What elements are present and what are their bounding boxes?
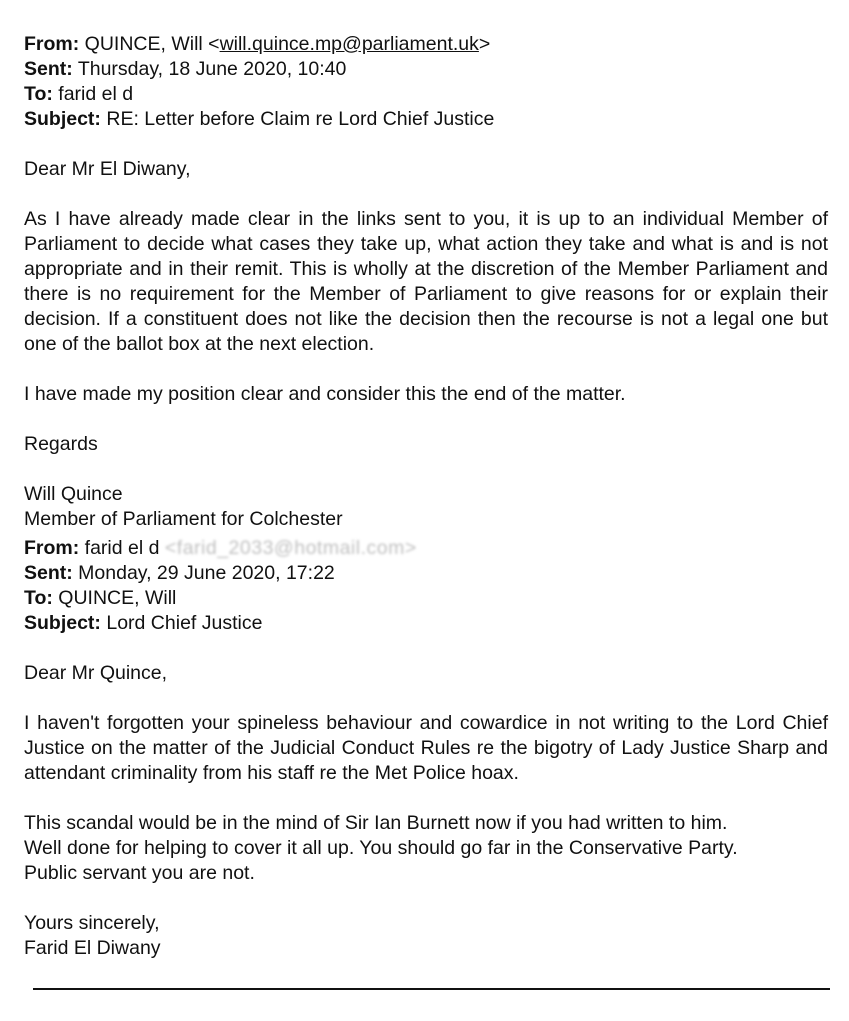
email1-closing: Regards [24,433,98,455]
redacted-email: <farid_2033@hotmail.com> [164,537,417,559]
email1-sent-line [24,57,828,82]
email2-salutation: Dear Mr Quince, [24,662,168,684]
email2-closing: Yours sincerely, [24,912,160,934]
email1-paragraph-2: I have made my position clear and consider this the end of the matter. [24,383,626,405]
email2-paragraph-2-line: Public servant you are not. [24,862,255,884]
from-email-link[interactable]: will.quince.mp@parliament.uk [219,33,479,55]
horizontal-divider [33,988,830,990]
email2-subject-line [24,611,828,636]
from-name: QUINCE, Will < [84,33,220,55]
sent-label: Sent: [24,58,73,80]
email1-signature-title: Member of Parliament for Colchester [24,508,343,530]
email1-signature-name: Will Quince [24,483,123,505]
email2-paragraph-1: I haven't forgotten your spineless behaviour and cowardice in not writing to the Lord Chief Justice on the matter of the Judicial Conduct Rules re the bigotry of Lady Justice Sharp and attendant criminality from his staff re the Met Police hoax. [24,712,828,784]
subject-label: Subject: [24,612,101,634]
sent-value: Thursday, 18 June 2020, 10:40 [77,58,347,80]
email2-signature-name: Farid El Diwany [24,937,161,959]
subject-label: Subject: [24,108,101,130]
from-label: From: [24,33,80,55]
sent-value: Monday, 29 June 2020, 17:22 [78,562,335,584]
email1-to-line [24,82,828,107]
from-email-close: > [478,33,491,55]
subject-value: RE: Letter before Claim re Lord Chief Justice [106,108,495,130]
to-value: farid el d [58,83,134,105]
to-label: To: [24,587,53,609]
to-value: QUINCE, Will [58,587,177,609]
email-document [24,32,828,961]
email1-paragraph-1: As I have already made clear in the links sent to you, it is up to an individual Member of Parliament to decide what cases they take up, what action they take and what is and is not appropriate and in their remit. This is wholly at the discretion of the Member Parliament and there is no requirement for the Member of Parliament to give reasons for or explain their decision. If a constituent does not like the decision then the recourse is not a legal one but one of the ballot box at the next election. [24,208,828,355]
email1-subject-line [24,107,828,132]
email2-sent-line [24,561,828,586]
from-label: From: [24,537,80,559]
subject-value: Lord Chief Justice [106,612,263,634]
email2-paragraph-2-line: This scandal would be in the mind of Sir Ian Burnett now if you had written to him. [24,812,728,834]
sent-label: Sent: [24,562,73,584]
to-label: To: [24,83,53,105]
email2-to-line [24,586,828,611]
from-name: farid el d [84,537,160,559]
email2-paragraph-2 [24,811,828,886]
email2-from-line [24,536,828,561]
email1-from-line [24,32,828,57]
email1-salutation: Dear Mr El Diwany, [24,158,191,180]
email2-paragraph-2-line: Well done for helping to cover it all up. You should go far in the Conservative Party. [24,837,738,859]
